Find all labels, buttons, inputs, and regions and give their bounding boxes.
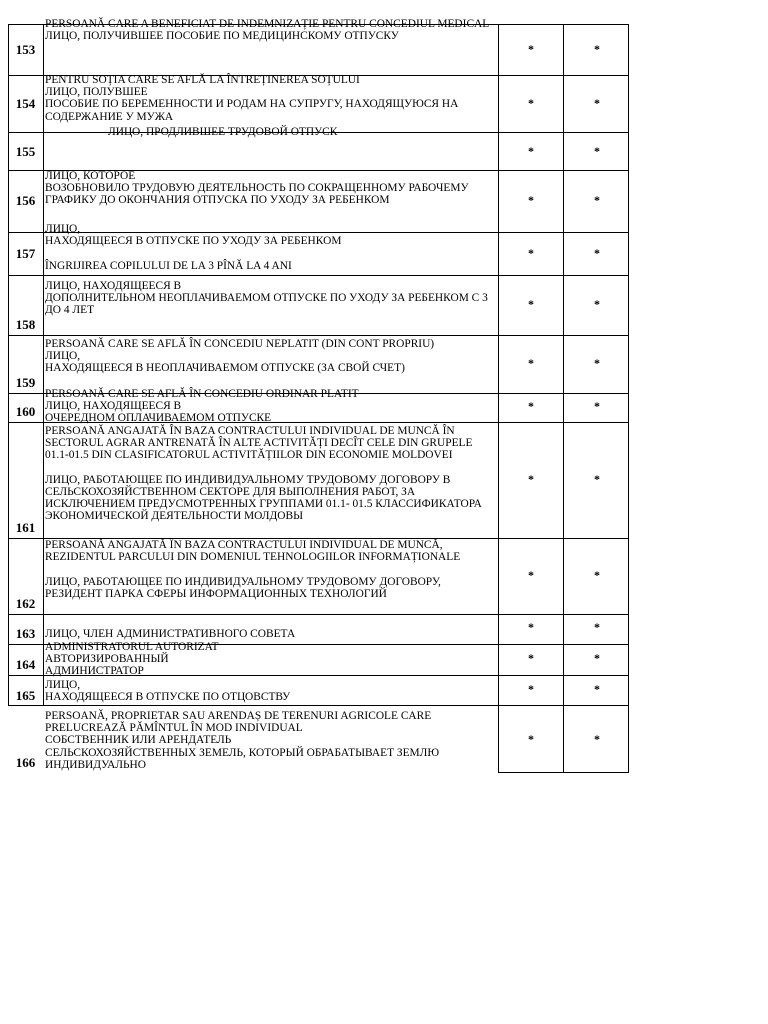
row-mark-col2: * bbox=[594, 682, 600, 696]
row-number: 161 bbox=[15, 520, 36, 535]
row-number: 159 bbox=[15, 375, 36, 390]
row-number: 164 bbox=[15, 657, 36, 672]
row-mark-col1: * bbox=[528, 297, 534, 311]
row-mark-col2: * bbox=[594, 246, 600, 260]
row-divider bbox=[498, 772, 629, 773]
row-number: 153 bbox=[15, 42, 36, 57]
row-divider bbox=[8, 275, 629, 276]
row-description: PERSOANĂ CARE SE AFLĂ ÎN CONCEDIU NEPLATIT (DIN CONT PROPRIU) ЛИЦО, НАХОДЯЩЕЕСЯ В НЕОПЛАЧИВАЕМОМ ОТПУСКЕ (ЗА СВОЙ СЧЕТ) bbox=[45, 338, 435, 375]
row-mark-col1: * bbox=[528, 246, 534, 260]
row-mark-col1: * bbox=[528, 568, 534, 582]
row-mark-col2: * bbox=[594, 356, 600, 370]
row-mark-col2: * bbox=[594, 144, 600, 158]
row-number: 157 bbox=[15, 246, 36, 261]
row-divider bbox=[8, 705, 629, 706]
row-description: ЛИЦО, НАХОДЯЩЕЕСЯ В ОТПУСКЕ ПО УХОДУ ЗА РЕБЕНКОМ ÎNGRIJIREA COPILULUI DE LA 3 PÎNĂ LA 4 ANI bbox=[45, 223, 342, 272]
row-number: 154 bbox=[15, 96, 36, 111]
row-mark-col2: * bbox=[594, 472, 600, 486]
row-mark-col2: * bbox=[594, 620, 600, 634]
row-mark-col1: * bbox=[528, 144, 534, 158]
row-description: ADMINISTRATORUL AUTORIZAT АВТОРИЗИРОВАННЫЙ АДМИНИСТРАТОР bbox=[45, 641, 219, 678]
row-mark-col1: * bbox=[528, 96, 534, 110]
row-mark-col2: * bbox=[594, 297, 600, 311]
row-mark-col1: * bbox=[528, 682, 534, 696]
row-number: 158 bbox=[15, 317, 36, 332]
row-description: PERSOANĂ, PROPRIETAR SAU ARENDAȘ DE TERENURI AGRICOLE CARE PRELUCREAZĂ PĂMÎNTUL ÎN MOD INDIVIDUAL СОБСТВЕННИК ИЛИ АРЕНДАТЕЛЬ СЕЛЬСКОХОЗЯЙСТВЕННЫХ ЗЕМЕЛЬ, КОТОРЫЙ ОБРАБАТЫВАЕТ ЗЕМЛЮ ИНДИВИДУАЛЬНО bbox=[45, 710, 440, 771]
row-mark-col1: * bbox=[528, 193, 534, 207]
row-number: 165 bbox=[15, 688, 36, 703]
row-number: 166 bbox=[15, 755, 36, 770]
row-divider bbox=[8, 335, 629, 336]
row-description: ЛИЦО, КОТОРОЕ ВОЗОБНОВИЛО ТРУДОВУЮ ДЕЯТЕЛЬНОСТЬ ПО СОКРАЩЕННОМУ РАБОЧЕМУ ГРАФИКУ ДО ОКОНЧАНИЯ ОТПУСКА ПО УХОДУ ЗА РЕБЕНКОМ bbox=[45, 170, 469, 207]
row-mark-col1: * bbox=[528, 620, 534, 634]
row-mark-col2: * bbox=[594, 399, 600, 413]
row-mark-col1: * bbox=[528, 42, 534, 56]
row-number: 156 bbox=[15, 193, 36, 208]
row-mark-col1: * bbox=[528, 472, 534, 486]
row-mark-col2: * bbox=[594, 42, 600, 56]
row-mark-col2: * bbox=[594, 96, 600, 110]
row-description: ЛИЦО, ПРОДЛИВШЕЕ ТРУДОВОЙ ОТПУСК bbox=[108, 126, 338, 138]
row-mark-col1: * bbox=[528, 732, 534, 746]
row-description: PENTRU SOȚIA CARE SE AFLĂ LA ÎNTREȚINEREA SOȚULUI ЛИЦО, ПОЛУВШЕЕ ПОСОБИЕ ПО БЕРЕМЕННОСТИ И РОДАМ НА СУПРУГУ, НАХОДЯЩУЮСЯ НА СОДЕРЖАНИЕ У МУЖА bbox=[45, 74, 459, 123]
row-mark-col2: * bbox=[594, 193, 600, 207]
row-description: PERSOANĂ ANGAJATĂ ÎN BAZA CONTRACTULUI INDIVIDUAL DE MUNCĂ, REZIDENTUL PARCULUI DIN DOMENIUL TEHNOLOGIILOR INFORMAȚIONALE ЛИЦО, РАБОТАЮЩЕЕ ПО ИНДИВИДУАЛЬНОМУ ТРУДОВОМУ ДОГОВОРУ, РЕЗИДЕНТ ПАРКА СФЕРЫ ИНФОРМАЦИОННЫХ ТЕХНОЛОГИЙ bbox=[45, 539, 461, 600]
row-number: 162 bbox=[15, 596, 36, 611]
row-description: ЛИЦО, НАХОДЯЩЕЕСЯ В ОТПУСКЕ ПО ОТЦОВСТВУ bbox=[45, 679, 291, 704]
row-mark-col2: * bbox=[594, 651, 600, 665]
row-divider bbox=[8, 614, 629, 615]
row-mark-col1: * bbox=[528, 651, 534, 665]
row-mark-col2: * bbox=[594, 568, 600, 582]
row-number: 163 bbox=[15, 626, 36, 641]
row-description: ЛИЦО, НАХОДЯЩЕЕСЯ В ДОПОЛНИТЕЛЬНОМ НЕОПЛАЧИВАЕМОМ ОТПУСКЕ ПО УХОДУ ЗА РЕБЕНКОМ С 3 ДО 4 ЛЕТ bbox=[45, 280, 488, 317]
row-description: PERSOANĂ CARE SE AFLĂ ÎN CONCEDIU ORDINAR PLATIT ЛИЦО, НАХОДЯЩЕЕСЯ В ОЧЕРЕДНОМ ОПЛАЧИВАЕМОМ ОТПУСКЕ bbox=[45, 388, 359, 425]
row-mark-col1: * bbox=[528, 399, 534, 413]
row-mark-col1: * bbox=[528, 356, 534, 370]
row-number: 160 bbox=[15, 404, 36, 419]
row-mark-col2: * bbox=[594, 732, 600, 746]
column-divider bbox=[43, 24, 44, 706]
row-description: ЛИЦО, ЧЛЕН АДМИНИСТРАТИВНОГО СОВЕТА bbox=[45, 628, 296, 640]
row-description: PERSOANĂ CARE A BENEFICIAT DE INDEMNIZAȚIE PENTRU CONCEDIUL MEDICAL ЛИЦО, ПОЛУЧИВШЕЕ ПОСОБИЕ ПО МЕДИЦИНСКОМУ ОТПУСКУ bbox=[45, 18, 490, 43]
row-description: PERSOANĂ ANGAJATĂ ÎN BAZA CONTRACTULUI INDIVIDUAL DE MUNCĂ ÎN SECTORUL AGRAR ANTRENATĂ ÎN ALTE ACTIVITĂȚI DECÎT CELE DIN GRUPELE 01.1-01.5 DIN CLASIFICATORUL ACTIVITĂȚIILOR DIN ECONOMIE MOLDOVEI ЛИЦО, РАБОТАЮЩЕЕ ПО ИНДИВИДУАЛЬНОМУ ТРУДОВОМУ ДОГОВОРУ В СЕЛЬСКОХОЗЯЙСТВЕННОМ СЕКТОРЕ ДЛЯ ВЫПОЛНЕНИЯ РАБОТ, ЗА ИСКЛЮЧЕНИЕМ ПРЕДУСМОТРЕННЫХ ГРУППАМИ 01.1- 01.5 КЛАССИФИКАТОРА ЭКОНОМИЧЕСКОЙ ДЕЯТЕЛЬНОСТИ МОЛДОВЫ bbox=[45, 425, 482, 523]
row-number: 155 bbox=[15, 144, 36, 159]
